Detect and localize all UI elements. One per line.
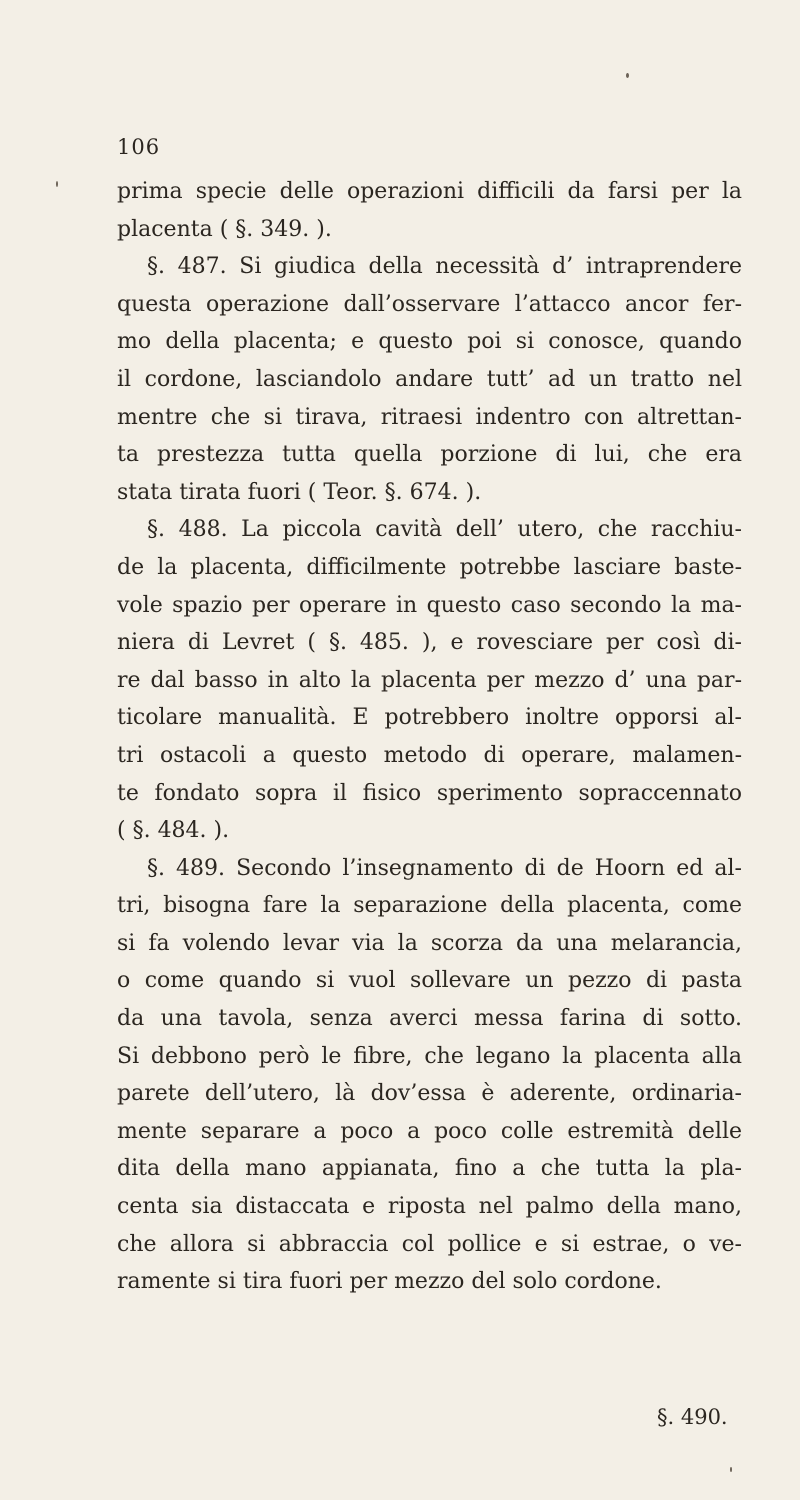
text-line: o come quando si vuol sollevare un pezzo di pasta xyxy=(117,968,742,994)
text-line: vole spazio per operare in questo caso secondo la ma- xyxy=(117,592,742,618)
text-line: ta prestezza tutta quella porzione di lui, che era xyxy=(117,442,742,468)
text-line: centa sia distaccata e riposta nel palmo della mano, xyxy=(117,1194,742,1220)
catchword: §. 490. xyxy=(657,1405,728,1429)
text-line: questa operazione dall’osservare l’attacco ancor fer- xyxy=(117,291,742,317)
text-line: mente separare a poco a poco colle estremità delle xyxy=(117,1118,742,1144)
body-text xyxy=(117,173,742,1301)
text-line: placenta ( §. 349. ). xyxy=(117,216,332,242)
text-line: re dal basso in alto la placenta per mezzo d’ una par- xyxy=(117,667,742,693)
text-line: de la placenta, difficilmente potrebbe lasciare baste- xyxy=(117,554,742,580)
text-line: stata tirata fuori ( Teor. §. 674. ). xyxy=(117,479,482,505)
text-line: si fa volendo levar via la scorza da una melarancia, xyxy=(117,930,742,956)
text-line: prima specie delle operazioni difficili da farsi per la xyxy=(117,179,742,204)
ink-speck xyxy=(56,181,58,187)
text-line: ramente si tira fuori per mezzo del solo cordone. xyxy=(117,1269,662,1295)
text-line: tri, bisogna fare la separazione della placenta, come xyxy=(117,893,742,919)
text-line: te fondato sopra il fisico sperimento sopraccennato xyxy=(117,780,742,806)
text-line: parete dell’utero, là dov’essa è aderente, ordinaria- xyxy=(117,1081,742,1107)
text-line: da una tavola, senza averci messa farina di sotto. xyxy=(117,1006,742,1032)
text-line: ticolare manualità. E potrebbero inoltre opporsi al- xyxy=(117,705,742,731)
text-line: §. 488. La piccola cavità dell’ utero, che racchiu- xyxy=(147,517,742,543)
text-line: mentre che si tirava, ritraesi indentro con altrettan- xyxy=(117,404,742,430)
text-line: dita della mano appianata, fino a che tutta la pla- xyxy=(117,1156,742,1182)
page-number: 106 xyxy=(117,135,161,159)
text-line: mo della placenta; e questo poi si conosce, quando xyxy=(117,329,742,355)
text-line: ( §. 484. ). xyxy=(117,818,230,844)
text-line: §. 489. Secondo l’insegnamento di de Hoorn ed al- xyxy=(147,855,742,881)
text-line: che allora si abbraccia col pollice e si estrae, o ve- xyxy=(117,1231,742,1257)
text-line: il cordone, lasciandolo andare tutt’ ad un tratto nel xyxy=(117,366,742,392)
text-line: §. 487. Si giudica della necessità d’ intraprendere xyxy=(147,254,742,280)
text-line: Si debbono però le fibre, che legano la placenta alla xyxy=(117,1043,742,1069)
ink-speck xyxy=(730,1467,732,1472)
text-line: niera di Levret ( §. 485. ), e rovesciare per così di- xyxy=(117,630,742,656)
text-line: tri ostacoli a questo metodo di operare, malamen- xyxy=(117,742,742,768)
ink-speck xyxy=(626,73,629,78)
